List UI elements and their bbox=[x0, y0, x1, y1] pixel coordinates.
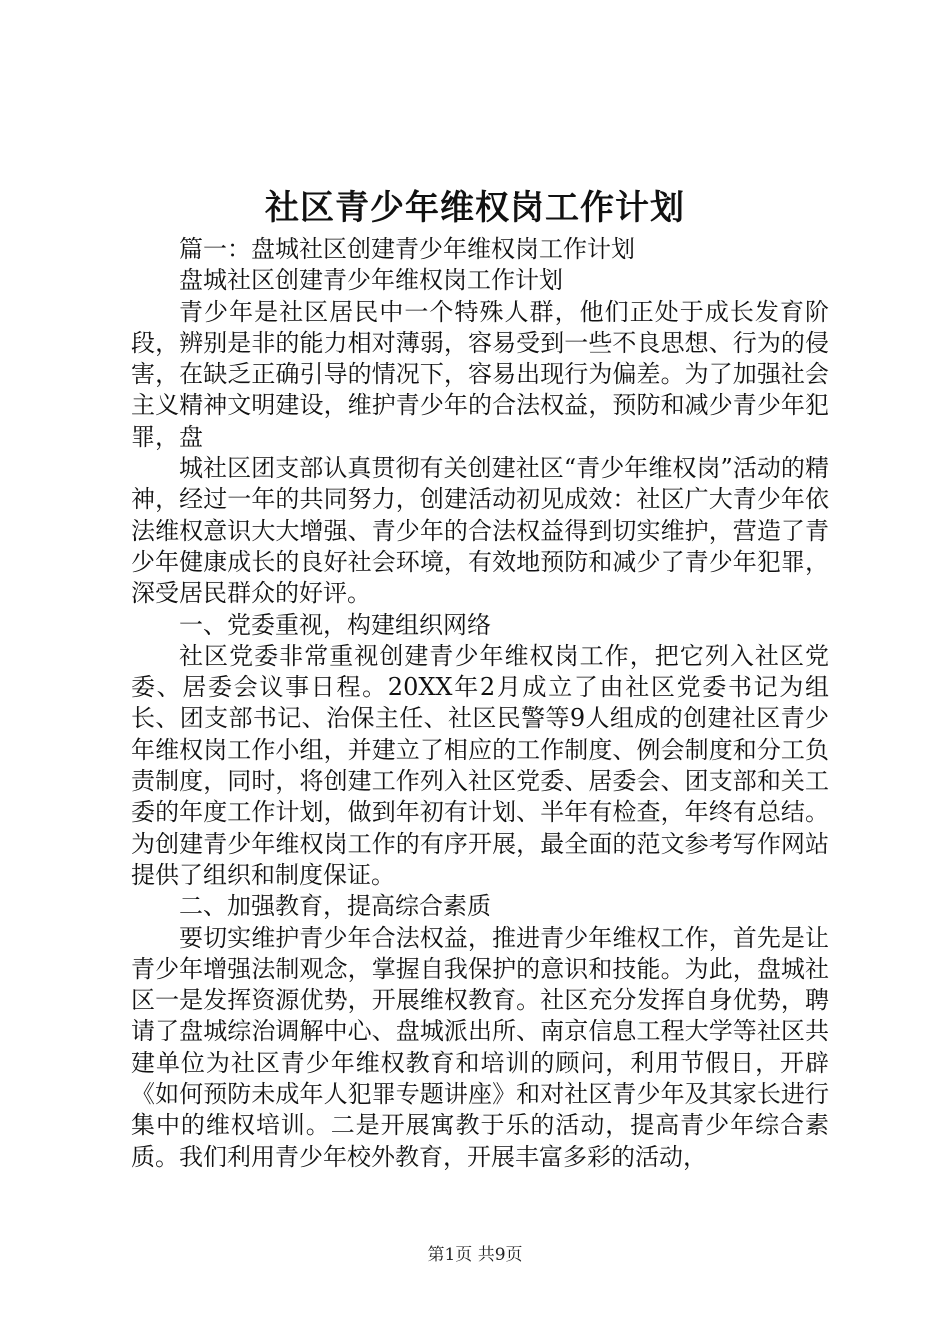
paragraph-intro: 青少年是社区居民中一个特殊人群，他们正处于成长发育阶段，辨别是非的能力相对薄弱，容易受到一些不良思想、行为的侵害，在缺乏正确引导的情况下，容易出现行为偏差。为了加强社会主义精神文明建设，维护青少年的合法权益，预防和减少青少年犯罪，盘 bbox=[131, 297, 829, 451]
paragraph-chapter-heading: 篇一：盘城社区创建青少年维权岗工作计划 bbox=[179, 235, 635, 263]
document-body bbox=[131, 234, 829, 1173]
paragraph-results: 城社区团支部认真贯彻有关创建社区“青少年维权岗”活动的精神，经过一年的共同努力，创建活动初见成效：社区广大青少年依法维权意识大大增强、青少年的合法权益得到切实维护，营造了青少年健康成长的良好社会环境，有效地预防和减少了青少年犯罪，深受居民群众的好评。 bbox=[131, 454, 829, 608]
paragraph-section-1: 社区党委非常重视创建青少年维权岗工作，把它列入社区党委、居委会议事日程。20XX年2月成立了由社区党委书记为组长、团支部书记、治保主任、社区民警等9人组成的创建社区青少年维权岗工作小组，并建立了相应的工作制度、例会制度和分工负责制度，同时，将创建工作列入社区党委、居委会、团支部和关工委的年度工作计划，做到年初有计划、半年有检查，年终有总结。为创建青少年维权岗工作的有序开展，最全面的范文参考写作网站提供了组织和制度保证。 bbox=[131, 641, 829, 889]
document-title: 社区青少年维权岗工作计划 bbox=[265, 188, 685, 228]
section-heading-1: 一、党委重视，构建组织网络 bbox=[179, 610, 491, 639]
paragraph-section-2: 要切实维护青少年合法权益，推进青少年维权工作，首先是让青少年增强法制观念，掌握自我保护的意识和技能。为此，盘城社区一是发挥资源优势，开展维权教育。社区充分发挥自身优势，聘请了盘城综治调解中心、盘城派出所、南京信息工程大学等社区共建单位为社区青少年维权教育和培训的顾问，利用节假日，开辟《如何预防未成年人犯罪专题讲座》和对社区青少年及其家长进行集中的维权培训。二是开展寓教于乐的活动，提高青少年综合素质。我们利用青少年校外教育，开展丰富多彩的活动， bbox=[131, 923, 829, 1171]
section-heading-2: 二、加强教育，提高综合素质 bbox=[179, 892, 491, 921]
paragraph-subtitle: 盘城社区创建青少年维权岗工作计划 bbox=[179, 266, 563, 295]
page-footer: 第1页 共9页 bbox=[427, 1245, 523, 1265]
